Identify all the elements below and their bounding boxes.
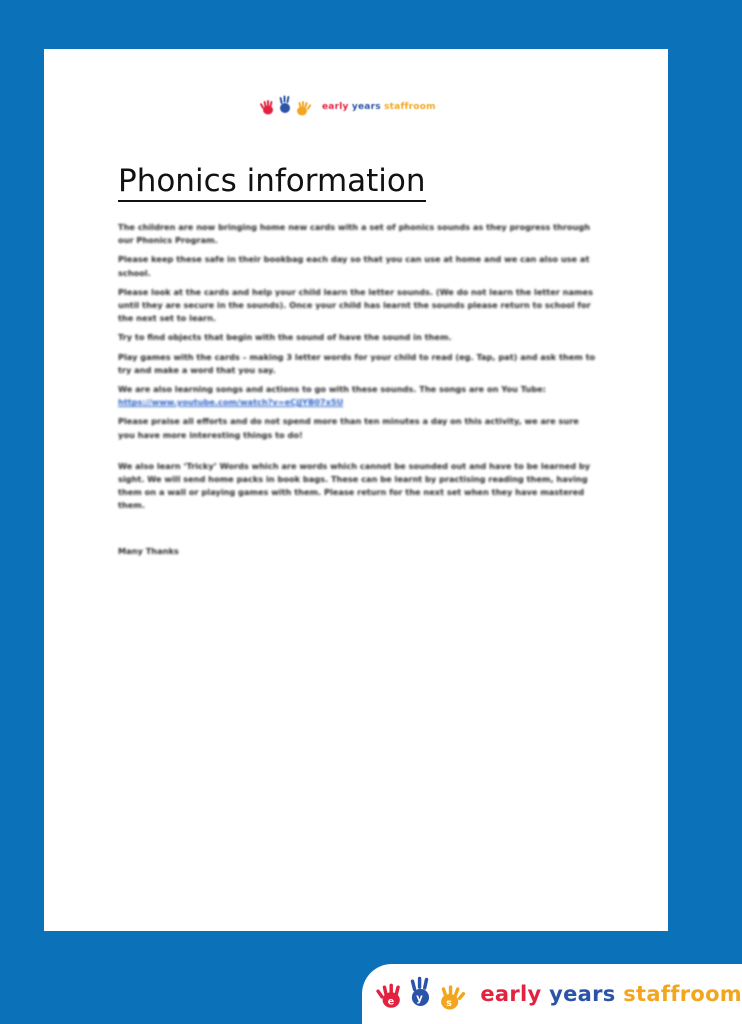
document-body <box>118 221 596 564</box>
paragraph: Play games with the cards – making 3 letter words for your child to read (eg. Tap, pat) and ask them to try and make a word that you say. <box>118 351 596 375</box>
document-logo <box>258 93 468 121</box>
paragraph: Please keep these safe in their bookbag each day so that you can use at home and we can also use at school. <box>118 254 590 278</box>
page-title: Phonics information <box>118 162 598 200</box>
brand-banner <box>362 964 742 1024</box>
handprints-logo-icon <box>258 94 316 120</box>
youtube-link[interactable]: https://www.youtube.com/watch?v=eCjJYB07x5U <box>118 397 344 408</box>
svg-text:e: e <box>387 996 395 1008</box>
svg-text:y: y <box>416 992 423 1005</box>
songs-paragraph <box>118 383 596 409</box>
paragraph: Try to find objects that begin with the sound of have the sound in them. <box>118 332 452 343</box>
signoff: Many Thanks <box>118 545 179 556</box>
document-logo-text: early years staffroom <box>322 102 436 112</box>
brand-text: early years staffroom <box>480 982 742 1006</box>
tricky-words-paragraph: We also learn ‘Tricky’ Words which are words which cannot be sounded out and have to be learned by sight. We will send home packs in book bags. These can be learnt by practising reading them, having them on a wall or playing games with them. Please return for the next set when they have mastered them. <box>118 460 591 511</box>
praise-paragraph: Please praise all efforts and do not spend more than ten minutes a day on this activity, we are sure you have more interesting things to do! <box>118 416 579 440</box>
handprints-logo-icon <box>374 971 470 1017</box>
paragraph: Please look at the cards and help your child learn the letter sounds. (We do not learn the letter names until they are secure in the sounds). Once your child has learnt the sounds please return to school for the next set to learn. <box>118 286 593 324</box>
paragraph: The children are now bringing home new cards with a set of phonics sounds as they progress through our Phonics Program. <box>118 222 591 246</box>
svg-text:s: s <box>446 998 452 1010</box>
document-page <box>44 49 668 931</box>
songs-text: We are also learning songs and actions to go with these sounds. The songs are on You Tube: <box>118 384 546 395</box>
